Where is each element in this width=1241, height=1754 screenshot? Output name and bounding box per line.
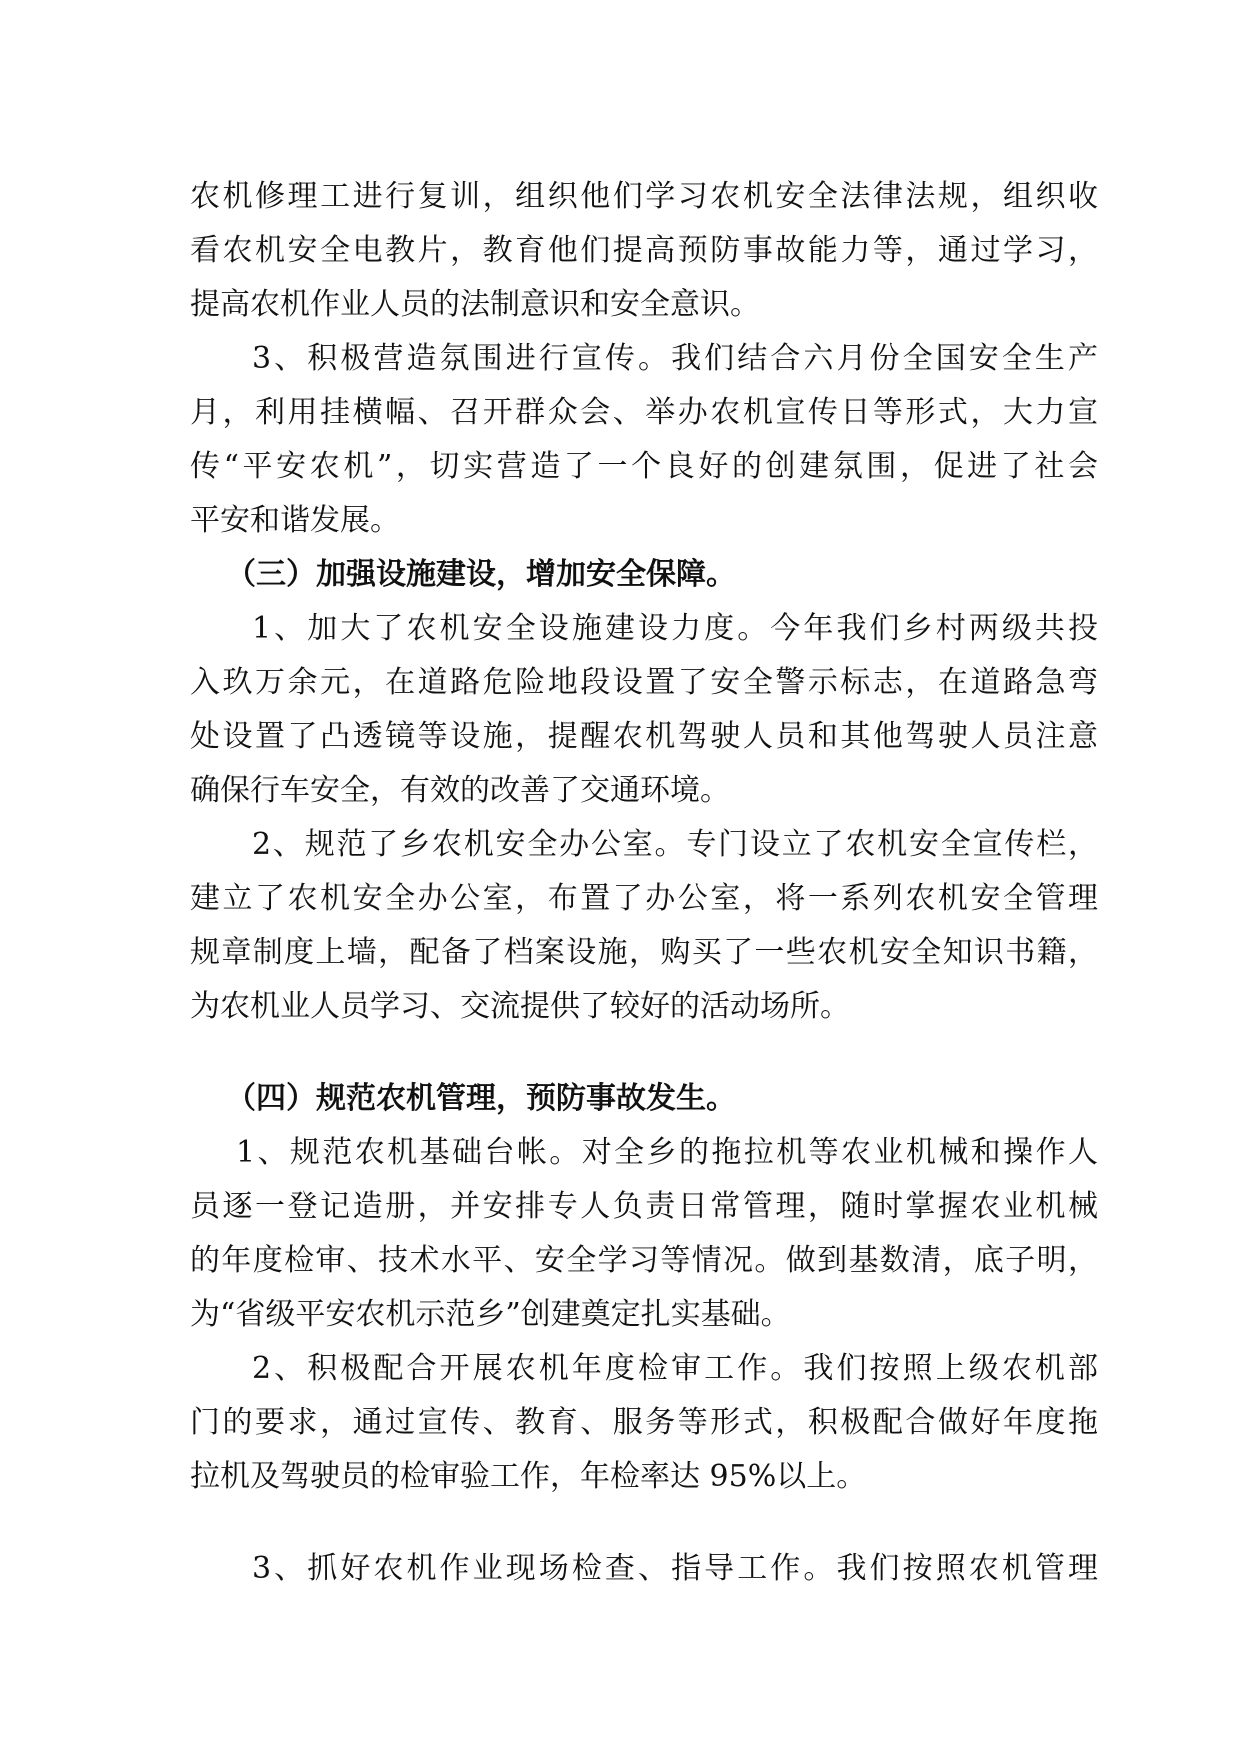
section-heading: （四）规范农机管理，预防事故发生。 [226,1081,736,1116]
paragraph-line: 传“平安农机”，切实营造了一个良好的创建氛围，促进了社会 [190,449,1098,484]
paragraph-line: 平安和谐发展。 [190,503,400,538]
paragraph-line: 农机修理工进行复训，组织他们学习农机安全法律法规，组织收 [190,179,1098,214]
paragraph-line: 3、积极营造氛围进行宣传。我们结合六月份全国安全生产 [252,341,1098,376]
paragraph-line: 提高农机作业人员的法制意识和安全意识。 [190,287,760,322]
paragraph-line: 确保行车安全，有效的改善了交通环境。 [190,773,730,808]
paragraph-line: 2、规范了乡农机安全办公室。专门设立了农机安全宣传栏， [252,827,1098,862]
paragraph-line: 为农机业人员学习、交流提供了较好的活动场所。 [190,989,850,1024]
paragraph-line: 看农机安全电教片，教育他们提高预防事故能力等，通过学习， [190,233,1098,268]
paragraph-line: 入玖万余元，在道路危险地段设置了安全警示标志，在道路急弯 [190,665,1098,700]
paragraph-line: 员逐一登记造册，并安排专人负责日常管理，随时掌握农业机械 [190,1189,1098,1224]
paragraph-line: 为“省级平安农机示范乡”创建奠定扎实基础。 [190,1297,791,1332]
paragraph-line: 3、抓好农机作业现场检查、指导工作。我们按照农机管理 [252,1551,1098,1586]
paragraph-line: 规章制度上墙，配备了档案设施，购买了一些农机安全知识书籍， [190,935,1098,970]
paragraph-line: 1、加大了农机安全设施建设力度。今年我们乡村两级共投 [252,611,1098,646]
section-heading: （三）加强设施建设，增加安全保障。 [226,557,736,592]
paragraph-line: 门的要求，通过宣传、教育、服务等形式，积极配合做好年度拖 [190,1405,1098,1440]
paragraph-line: 的年度检审、技术水平、安全学习等情况。做到基数清，底子明， [190,1243,1098,1278]
paragraph-line: 2、积极配合开展农机年度检审工作。我们按照上级农机部 [252,1351,1098,1386]
paragraph-line: 建立了农机安全办公室，布置了办公室，将一系列农机安全管理 [190,881,1098,916]
paragraph-line: 处设置了凸透镜等设施，提醒农机驾驶人员和其他驾驶人员注意 [190,719,1098,754]
paragraph-line: 1、规范农机基础台帐。对全乡的拖拉机等农业机械和操作人 [236,1135,1098,1170]
paragraph-line: 拉机及驾驶员的检审验工作，年检率达 95%以上。 [190,1459,867,1494]
paragraph-line: 月，利用挂横幅、召开群众会、举办农机宣传日等形式，大力宣 [190,395,1098,430]
